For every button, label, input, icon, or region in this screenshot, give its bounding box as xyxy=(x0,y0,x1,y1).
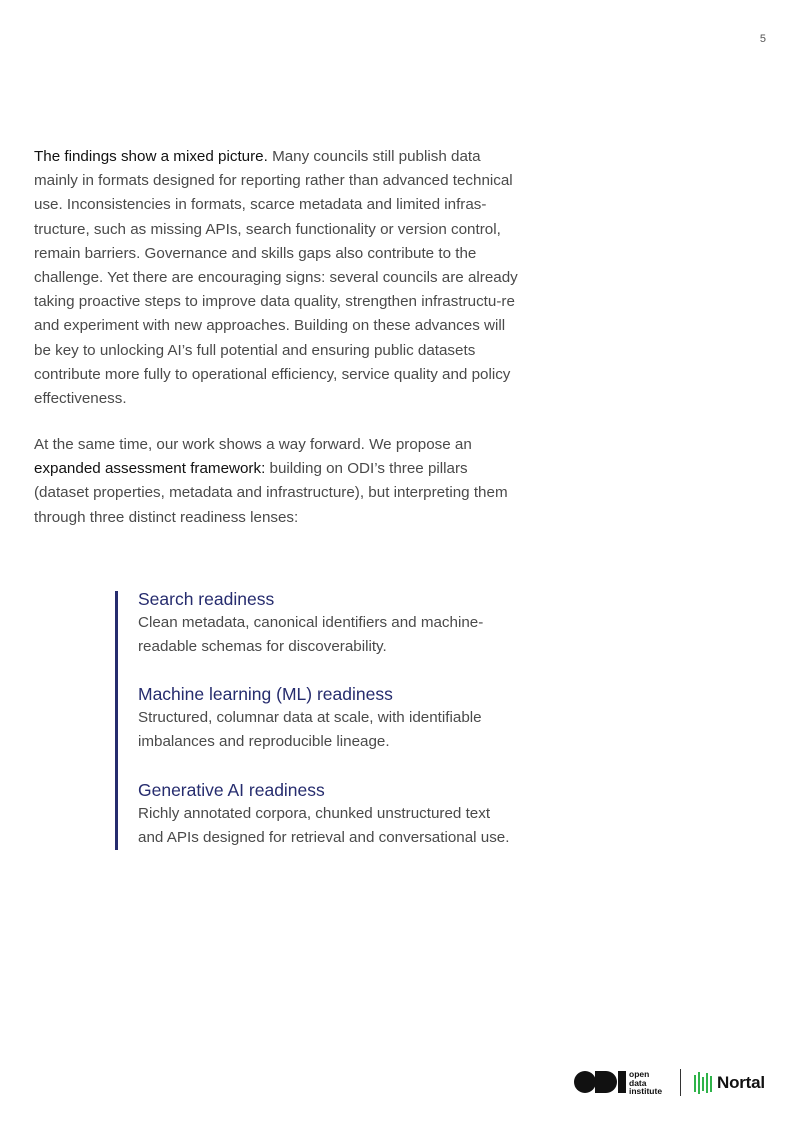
lens-title: Machine learning (ML) readiness xyxy=(138,684,393,704)
framework-paragraph xyxy=(34,433,524,530)
odi-logo-text xyxy=(629,1070,662,1096)
findings-lead: The findings show a mixed picture. xyxy=(34,148,268,165)
footer-logos xyxy=(574,1068,768,1098)
readiness-lenses-block xyxy=(115,591,538,850)
logo-divider xyxy=(680,1069,681,1096)
lens-description: Clean metadata, canonical identifiers and machine- readable schemas for discoverability. xyxy=(138,614,484,656)
nortal-logo-text: Nortal xyxy=(717,1073,765,1092)
nortal-logo-icon xyxy=(694,1071,714,1095)
framework-intro: At the same time, our work shows a way forward. We propose an xyxy=(34,436,472,453)
page-number: 5 xyxy=(759,33,766,45)
framework-lead: expanded assessment framework: xyxy=(34,460,266,478)
findings-paragraph xyxy=(34,145,524,411)
findings-text: Many councils still publish data mainly in formats designed for reporting rather than advanced technical use. Inconsistencies in formats, scarce metadata and limited infras-tructure, such as missing APIs, search functionality or version control, remain barriers. Governance and skills gaps also contribute to the challenge. Yet there are encouraging signs: several councils are already taking proactive steps to improve data quality, strengthen infrastructu-re and experiment with new approaches. Building on these advances will be key to unlocking AI’s full potential and ensuring public datasets contribute more fully to operational efficiency, service quality and policy effectiveness. xyxy=(34,148,518,408)
odi-logo-line: institute xyxy=(629,1086,663,1096)
lens-title: Search readiness xyxy=(138,589,275,609)
odi-logo-line: open xyxy=(629,1069,650,1079)
odi-logo-line: data xyxy=(629,1077,647,1088)
odi-logo-icon xyxy=(574,1071,626,1093)
lens-genai-readiness xyxy=(138,778,538,850)
framework-text: building on ODI’s three pillars (dataset properties, metadata and infrastructure), but interpreting them through three distinct readiness lenses: xyxy=(34,460,508,526)
lens-description: Richly annotated corpora, chunked unstructured text and APIs designed for retrieval and conversational use. xyxy=(138,805,510,847)
lens-search-readiness xyxy=(138,587,538,659)
lens-ml-readiness xyxy=(138,682,538,754)
lens-title: Generative AI readiness xyxy=(138,780,325,800)
lens-description: Structured, columnar data at scale, with identifiable imbalances and reproducible lineage. xyxy=(138,709,482,751)
